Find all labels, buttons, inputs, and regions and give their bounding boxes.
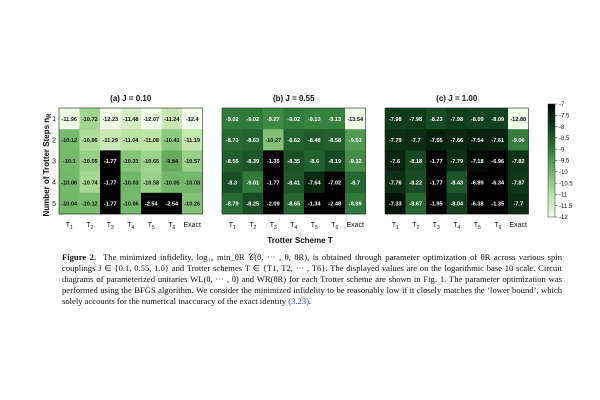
x-tick-label: $T_1$ bbox=[65, 222, 73, 231]
x-axis-label: Trotter Scheme T bbox=[267, 236, 333, 245]
colorbar-tick-label: -10 bbox=[559, 170, 568, 176]
colorbar-tick-label: -7.5 bbox=[559, 113, 570, 120]
colorbar-tick-label: -12 bbox=[559, 215, 568, 222]
x-tick-label: $T_6$ bbox=[494, 222, 502, 231]
cell-value-label: -7.02 bbox=[328, 180, 342, 187]
cell-value-label: -7.79 bbox=[388, 138, 402, 144]
cell-value-label: -1.77 bbox=[429, 180, 443, 187]
cell-value-label: -7.7 bbox=[410, 138, 421, 144]
cell-value-label: -11.04 bbox=[122, 138, 139, 144]
cell-value-label: -7.87 bbox=[511, 180, 525, 187]
x-tick-label: $T_2$ bbox=[249, 222, 257, 231]
colorbar-tick-label: -10.5 bbox=[559, 181, 573, 188]
cell-value-label: -9.02 bbox=[287, 116, 301, 123]
cell-value-label: -7.18 bbox=[470, 159, 484, 166]
y-tick-label: 4 bbox=[52, 179, 56, 187]
cell-value-label: -9.01 bbox=[246, 180, 260, 187]
cell-value-label: -10.65 bbox=[143, 159, 160, 166]
cell-value-label: -11.29 bbox=[102, 138, 119, 144]
cell-value-label: -10.03 bbox=[122, 180, 139, 187]
cell-value-label: -10.12 bbox=[61, 138, 78, 144]
cell-value-label: -10.58 bbox=[143, 180, 160, 187]
x-tick-label: $T_3$ bbox=[106, 222, 114, 231]
cell-value-label: -9.06 bbox=[511, 138, 525, 144]
y-tick-label: 3 bbox=[52, 158, 56, 166]
cell-value-label: -6.89 bbox=[470, 180, 484, 187]
cell-value-label: -7.7 bbox=[513, 201, 524, 208]
cell-value-label: -8.67 bbox=[409, 201, 423, 208]
cell-value-label: -10.12 bbox=[81, 201, 98, 208]
x-tick-label: $T_2$ bbox=[86, 222, 94, 231]
figure-caption bbox=[62, 252, 562, 307]
y-tick-label: 2 bbox=[52, 137, 56, 145]
cell-value-label: -8.41 bbox=[287, 180, 301, 187]
colorbar-tick-label: -11 bbox=[559, 192, 568, 199]
cell-value-label: -1.77 bbox=[266, 180, 280, 187]
x-tick-label: $T_3$ bbox=[432, 222, 440, 231]
x-tick-label: $T_1$ bbox=[228, 222, 236, 231]
cell-value-label: -10.74 bbox=[81, 180, 98, 187]
heatmap-panel-3 bbox=[385, 94, 529, 231]
cell-value-label: -7.98 bbox=[450, 116, 464, 123]
caption-end: . bbox=[308, 296, 312, 306]
cell-value-label: -10.1 bbox=[62, 159, 76, 166]
cell-value-label: -9.32 bbox=[348, 159, 362, 166]
cell-value-label: -1.34 bbox=[307, 201, 321, 208]
x-tick-label: $T_1$ bbox=[391, 222, 399, 231]
cell-value-label: -10.41 bbox=[163, 138, 180, 144]
colorbar-tick-label: -8 bbox=[559, 124, 565, 131]
cell-value-label: -9.84 bbox=[165, 159, 179, 166]
cell-value-label: -2.54 bbox=[144, 201, 158, 208]
colorbar-gradient bbox=[548, 104, 555, 217]
caption-label: Figure 2. bbox=[62, 252, 97, 262]
cell-value-label: -11.08 bbox=[143, 138, 160, 144]
cell-value-label: -6.38 bbox=[470, 201, 484, 208]
cell-value-label: -2.54 bbox=[165, 201, 179, 208]
cell-value-label: -10.04 bbox=[61, 201, 78, 208]
cell-value-label: -7.55 bbox=[429, 138, 443, 144]
cell-value-label: -10.57 bbox=[184, 159, 201, 166]
x-tick-label: $T_4$ bbox=[127, 222, 135, 231]
cell-value-label: -10.05 bbox=[163, 180, 180, 187]
y-tick-label: 5 bbox=[52, 200, 56, 208]
cell-value-label: -7.98 bbox=[388, 116, 402, 123]
cell-value-label: -1.77 bbox=[429, 159, 443, 166]
cell-value-label: -12.4 bbox=[185, 116, 199, 123]
cell-value-label: -7.33 bbox=[388, 201, 402, 208]
cell-value-label: -8.63 bbox=[246, 138, 260, 144]
cell-value-label: -10.86 bbox=[81, 138, 98, 144]
cell-value-label: -7.79 bbox=[450, 159, 464, 166]
cell-value-label: -10.08 bbox=[184, 180, 201, 187]
x-tick-label: $T_6$ bbox=[331, 222, 339, 231]
cell-value-label: -8.48 bbox=[307, 138, 321, 144]
cell-value-label: -11.19 bbox=[184, 138, 201, 144]
x-tick-label: Exact bbox=[183, 222, 202, 229]
cell-value-label: -10.55 bbox=[81, 159, 98, 166]
cell-value-label: -11.96 bbox=[61, 116, 78, 123]
cell-value-label: -7.66 bbox=[450, 138, 464, 144]
cell-value-label: -8.39 bbox=[246, 159, 260, 166]
cell-value-label: -1.35 bbox=[266, 159, 280, 166]
x-tick-label: Exact bbox=[509, 222, 528, 229]
cell-value-label: -9.13 bbox=[307, 116, 321, 123]
cell-value-label: -9.02 bbox=[246, 116, 260, 123]
cell-value-label: -8.3 bbox=[227, 180, 238, 187]
cell-value-label: -2.09 bbox=[266, 201, 280, 208]
x-tick-label: $T_2$ bbox=[412, 222, 420, 231]
cell-value-label: -12.07 bbox=[143, 116, 160, 123]
x-tick-label: $T_5$ bbox=[473, 222, 481, 231]
cell-value-label: -12.88 bbox=[510, 116, 527, 123]
colorbar-tick-label: -8.5 bbox=[559, 136, 570, 143]
cell-value-label: -7.61 bbox=[491, 138, 505, 144]
cell-value-label: -7.6 bbox=[390, 159, 401, 166]
cell-value-label: -8.04 bbox=[450, 201, 464, 208]
cell-value-label: -8.22 bbox=[409, 180, 423, 187]
cell-value-label: -8.43 bbox=[450, 180, 464, 187]
cell-value-label: -10.31 bbox=[122, 159, 139, 166]
cell-value-label: -6.34 bbox=[491, 180, 505, 187]
cell-value-label: -7.76 bbox=[388, 180, 402, 187]
cell-value-label: -8.7 bbox=[350, 180, 361, 187]
caption-text: The minimized infidelity, log₁₀ min_θR 𝒞(θ, ··· , θ, θR), is obtained through parameter optimization of θR across various spin couplings J ∈ {0.1, 0.55, 1.0} and Trotter schemes T ∈ {T1, T2, ··· , T6}. The displayed values are on the logarithmic base 10 scale. Circuit diagrams of parameterized unitaries WL(θ, ··· , θ) and WR(θR) for each Trotter scheme are shown in Fig. 1. The parameter optimization was performed using the BFGS algorithm. We consider the minimized infidelity to be reasonably low if it closely matches the ‘lower bound’, which solely accounts for the numerical inaccuracy of the exact identity bbox=[62, 252, 562, 306]
cell-value-label: -6.96 bbox=[491, 159, 505, 166]
cell-value-label: -8.19 bbox=[328, 159, 342, 166]
cell-value-label: -8.25 bbox=[246, 201, 260, 208]
x-tick-label: $T_4$ bbox=[453, 222, 461, 231]
heatmap-panel-1 bbox=[52, 94, 203, 231]
cell-value-label: -1.77 bbox=[103, 180, 117, 187]
cell-value-label: -8.99 bbox=[348, 201, 362, 208]
cell-value-label: -11.48 bbox=[122, 116, 139, 123]
x-tick-label: $T_5$ bbox=[310, 222, 318, 231]
cell-value-label: -8.09 bbox=[470, 116, 484, 123]
cell-value-label: -8.23 bbox=[429, 116, 443, 123]
cell-value-label: -8.6 bbox=[309, 159, 320, 166]
cell-value-label: -9.27 bbox=[266, 116, 280, 123]
cell-value-label: -2.48 bbox=[328, 201, 342, 208]
cell-value-label: -8.58 bbox=[328, 138, 342, 144]
cell-value-label: -1.77 bbox=[103, 159, 117, 166]
cell-value-label: -10.26 bbox=[184, 201, 201, 208]
x-tick-label: $T_3$ bbox=[269, 222, 277, 231]
cell-value-label: -1.35 bbox=[491, 201, 505, 208]
cell-value-label: -10.06 bbox=[122, 201, 139, 208]
panel-title: (c) J = 1.00 bbox=[436, 94, 478, 103]
x-tick-label: Exact bbox=[346, 222, 365, 229]
x-tick-label: $T_4$ bbox=[290, 222, 298, 231]
cell-value-label: -1.95 bbox=[429, 201, 443, 208]
cell-value-label: -8.35 bbox=[287, 159, 301, 166]
cell-value-label: -10.06 bbox=[61, 180, 78, 187]
cell-value-label: -9.53 bbox=[348, 138, 362, 144]
y-axis-label: Number of Trotter Steps $n_R$ bbox=[42, 113, 53, 217]
heatmap-panel-2 bbox=[222, 94, 366, 231]
cell-value-label: -9.13 bbox=[328, 116, 342, 123]
cell-value-label: -12.23 bbox=[102, 116, 119, 123]
cell-value-label: -7.98 bbox=[409, 116, 423, 123]
x-tick-label: $T_5$ bbox=[147, 222, 155, 231]
colorbar-tick-label: -11.5 bbox=[559, 203, 573, 210]
colorbar-tick-label: -9 bbox=[559, 147, 565, 154]
cell-value-label: -8.09 bbox=[491, 116, 505, 123]
cell-value-label: -1.77 bbox=[103, 201, 117, 208]
cell-value-label: -8.73 bbox=[225, 138, 239, 144]
colorbar bbox=[548, 102, 573, 221]
cell-value-label: -8.55 bbox=[225, 159, 239, 166]
cell-value-label: -8.79 bbox=[225, 201, 239, 208]
cell-value-label: -10.72 bbox=[81, 116, 98, 123]
cell-value-label: -11.24 bbox=[163, 116, 180, 123]
panel-title: (b) J = 0.55 bbox=[272, 94, 315, 103]
panel-title: (a) J = 0.10 bbox=[110, 94, 152, 103]
cell-value-label: -8.62 bbox=[287, 138, 301, 144]
colorbar-tick-label: -7 bbox=[559, 102, 565, 109]
colorbar-tick-label: -9.5 bbox=[559, 158, 570, 165]
cell-value-label: -7.82 bbox=[511, 159, 525, 166]
x-tick-label: $T_6$ bbox=[168, 222, 176, 231]
cell-value-label: -10.27 bbox=[265, 138, 282, 144]
cell-value-label: -9.02 bbox=[225, 116, 239, 123]
cell-value-label: -8.65 bbox=[287, 201, 301, 208]
cell-value-label: -8.18 bbox=[409, 159, 423, 166]
caption-equation-link[interactable]: (3.23) bbox=[288, 296, 309, 306]
cell-value-label: -13.54 bbox=[347, 116, 364, 123]
cell-value-label: -7.64 bbox=[307, 180, 321, 187]
y-tick-label: 1 bbox=[52, 116, 56, 124]
cell-value-label: -7.54 bbox=[470, 138, 484, 144]
